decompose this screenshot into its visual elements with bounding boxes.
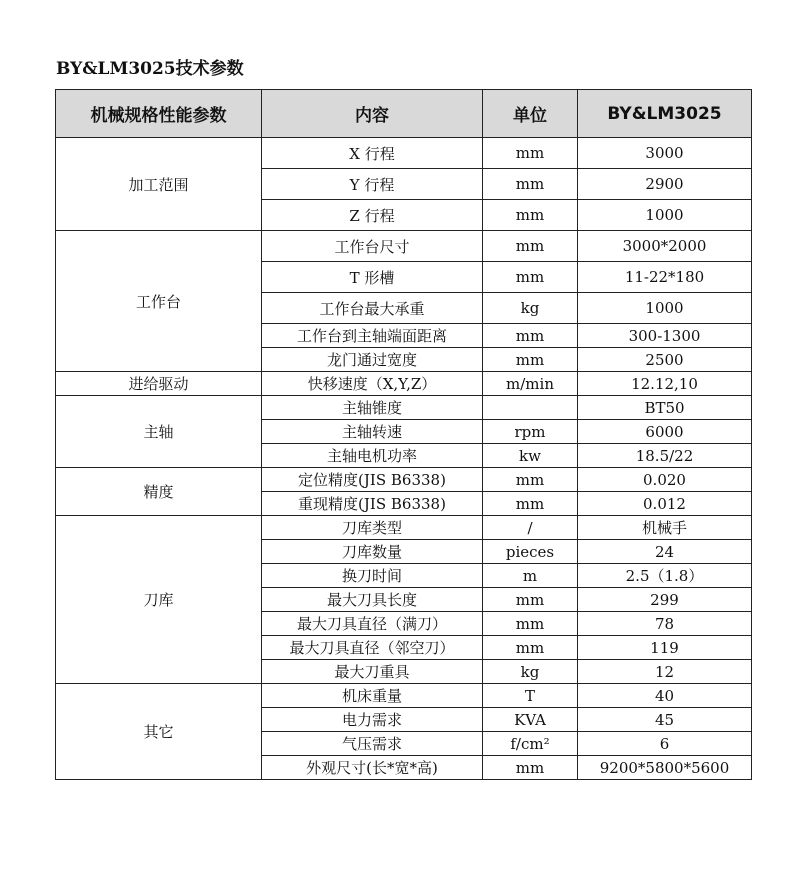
item-label: 电力需求 [262, 708, 483, 732]
item-label: X 行程 [262, 138, 483, 169]
item-label: 主轴电机功率 [262, 444, 483, 468]
item-label: 气压需求 [262, 732, 483, 756]
unit-value: kg [483, 293, 578, 324]
table-row [56, 372, 752, 396]
unit-value: mm [483, 492, 578, 516]
item-label: 工作台到主轴端面距离 [262, 324, 483, 348]
unit-value: m [483, 564, 578, 588]
item-label: T 形槽 [262, 262, 483, 293]
spec-value: BT50 [578, 396, 752, 420]
group-worktable: 工作台 [56, 231, 262, 372]
unit-value: mm [483, 324, 578, 348]
group-precision: 精度 [56, 468, 262, 516]
unit-value: mm [483, 231, 578, 262]
spec-value: 12.12,10 [578, 372, 752, 396]
unit-value: mm [483, 468, 578, 492]
header-model: BY&LM3025 [578, 90, 752, 138]
table-row [56, 516, 752, 540]
spec-value: 6 [578, 732, 752, 756]
unit-value: mm [483, 348, 578, 372]
spec-value: 机械手 [578, 516, 752, 540]
item-label: 最大刀具长度 [262, 588, 483, 612]
item-label: 机床重量 [262, 684, 483, 708]
unit-value: mm [483, 138, 578, 169]
unit-value: kg [483, 660, 578, 684]
spec-value: 3000 [578, 138, 752, 169]
table-row [56, 468, 752, 492]
group-machining-range: 加工范围 [56, 138, 262, 231]
unit-value [483, 396, 578, 420]
item-label: 外观尺寸(长*宽*高) [262, 756, 483, 780]
group-other: 其它 [56, 684, 262, 780]
spec-value: 24 [578, 540, 752, 564]
group-feed-drive: 进给驱动 [56, 372, 262, 396]
item-label: 最大刀具直径（邻空刀） [262, 636, 483, 660]
spec-value: 11-22*180 [578, 262, 752, 293]
item-label: 刀库数量 [262, 540, 483, 564]
unit-value: mm [483, 169, 578, 200]
table-row [56, 396, 752, 420]
unit-value: kw [483, 444, 578, 468]
spec-value: 40 [578, 684, 752, 708]
item-label: 换刀时间 [262, 564, 483, 588]
spec-value: 18.5/22 [578, 444, 752, 468]
spec-value: 300-1300 [578, 324, 752, 348]
spec-value: 78 [578, 612, 752, 636]
spec-value: 12 [578, 660, 752, 684]
spec-value: 6000 [578, 420, 752, 444]
spec-value: 0.020 [578, 468, 752, 492]
unit-value: mm [483, 588, 578, 612]
item-label: 快移速度（X,Y,Z） [262, 372, 483, 396]
unit-value: mm [483, 636, 578, 660]
header-unit: 单位 [483, 90, 578, 138]
item-label: 最大刀重具 [262, 660, 483, 684]
unit-value: mm [483, 200, 578, 231]
table-row [56, 231, 752, 262]
item-label: 刀库类型 [262, 516, 483, 540]
item-label: 定位精度(JIS B6338) [262, 468, 483, 492]
spec-value: 1000 [578, 293, 752, 324]
spec-value: 119 [578, 636, 752, 660]
group-spindle: 主轴 [56, 396, 262, 468]
item-label: 工作台尺寸 [262, 231, 483, 262]
unit-value: KVA [483, 708, 578, 732]
spec-value: 1000 [578, 200, 752, 231]
item-label: 最大刀具直径（满刀） [262, 612, 483, 636]
unit-value: f/cm² [483, 732, 578, 756]
spec-value: 0.012 [578, 492, 752, 516]
unit-value: mm [483, 756, 578, 780]
item-label: 工作台最大承重 [262, 293, 483, 324]
spec-value: 9200*5800*5600 [578, 756, 752, 780]
unit-value: pieces [483, 540, 578, 564]
unit-value: mm [483, 612, 578, 636]
group-tool-magazine: 刀库 [56, 516, 262, 684]
spec-value: 2900 [578, 169, 752, 200]
item-label: 主轴锥度 [262, 396, 483, 420]
item-label: 龙门通过宽度 [262, 348, 483, 372]
item-label: Y 行程 [262, 169, 483, 200]
table-row [56, 138, 752, 169]
unit-value: T [483, 684, 578, 708]
unit-value: mm [483, 262, 578, 293]
table-row [56, 684, 752, 708]
unit-value: m/min [483, 372, 578, 396]
spec-value: 2.5（1.8） [578, 564, 752, 588]
unit-value: / [483, 516, 578, 540]
spec-value: 2500 [578, 348, 752, 372]
document-title: BY&LM3025技术参数 [56, 59, 244, 79]
unit-value: rpm [483, 420, 578, 444]
item-label: 主轴转速 [262, 420, 483, 444]
item-label: 重现精度(JIS B6338) [262, 492, 483, 516]
spec-value: 299 [578, 588, 752, 612]
item-label: Z 行程 [262, 200, 483, 231]
spec-table [55, 89, 752, 780]
spec-value: 45 [578, 708, 752, 732]
header-spec-category: 机械规格性能参数 [56, 90, 262, 138]
table-header-row [56, 90, 752, 138]
spec-value: 3000*2000 [578, 231, 752, 262]
header-content: 内容 [262, 90, 483, 138]
